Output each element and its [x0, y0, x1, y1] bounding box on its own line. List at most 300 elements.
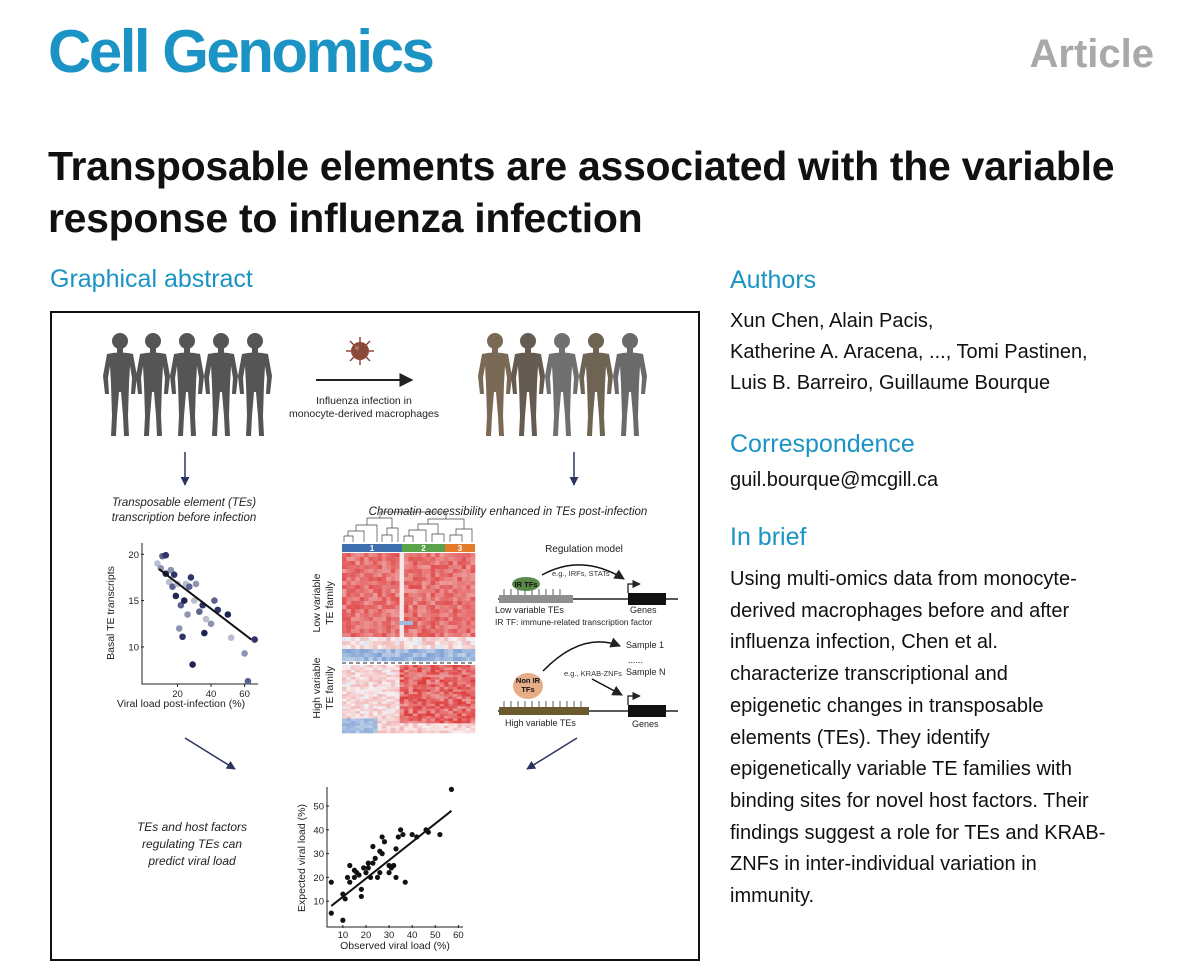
heatmap-cell: [355, 697, 360, 700]
heatmap-cell: [400, 667, 405, 670]
heatmap-cell: [382, 704, 387, 707]
heatmap-cell: [400, 621, 405, 625]
heatmap-cell: [342, 665, 347, 668]
heatmap-cell: [391, 718, 396, 721]
heatmap-cell: [440, 561, 445, 565]
heatmap-cell: [346, 597, 351, 601]
heatmap-cell: [346, 641, 351, 645]
graphical-abstract-canvas: [52, 313, 698, 959]
heatmap-cell: [391, 682, 396, 685]
heatmap-cell: [404, 653, 409, 657]
heatmap-cell: [360, 670, 365, 673]
people-before-infection: [103, 333, 272, 436]
heatmap-cell: [395, 585, 400, 589]
heatmap-cell: [444, 561, 449, 565]
heatmap-cell: [453, 675, 458, 678]
heatmap-cell: [400, 605, 405, 609]
heatmap-cell: [369, 704, 374, 707]
heatmap-cell: [457, 728, 462, 731]
heatmap-cell: [440, 680, 445, 683]
regulation-model-title: Regulation model: [545, 544, 623, 555]
x-tick-label: 60: [239, 689, 250, 700]
person-icon: [136, 333, 170, 436]
data-point: [373, 856, 378, 861]
heatmap-cell: [355, 553, 360, 557]
heatmap-cell: [435, 625, 440, 629]
heatmap-cell: [386, 589, 391, 593]
heatmap-cell: [342, 653, 347, 657]
heatmap-cell: [346, 723, 351, 726]
heatmap-cell: [417, 609, 422, 613]
heatmap-cell: [422, 633, 427, 637]
heatmap-cell: [457, 689, 462, 692]
heatmap-cell: [373, 706, 378, 709]
heatmap-cell: [466, 597, 471, 601]
heatmap-cell: [431, 689, 436, 692]
heatmap-cell: [395, 553, 400, 557]
heatmap-cell: [462, 569, 467, 573]
heatmap-cell: [422, 641, 427, 645]
heatmap-cell: [471, 723, 476, 726]
heatmap-cell: [342, 573, 347, 577]
x-tick-label: 60: [453, 930, 464, 941]
heatmap-cell: [457, 692, 462, 695]
heatmap-cell: [360, 585, 365, 589]
heatmap-cell: [395, 692, 400, 695]
heatmap-cell: [400, 617, 405, 621]
heatmap-cell: [395, 731, 400, 734]
heatmap-cell: [462, 573, 467, 577]
heatmap-cell: [440, 633, 445, 637]
heatmap-cell: [462, 687, 467, 690]
heatmap-cell: [426, 699, 431, 702]
data-point: [366, 865, 371, 870]
heatmap-cell: [386, 714, 391, 717]
heatmap-cell: [386, 601, 391, 605]
heatmap-cell: [417, 726, 422, 729]
heatmap-cell: [435, 601, 440, 605]
heatmap-cell: [426, 621, 431, 625]
heatmap-cell: [342, 697, 347, 700]
heatmap-cell: [391, 597, 396, 601]
heatmap-cell: [355, 726, 360, 729]
heatmap-cell: [395, 675, 400, 678]
heatmap-cell: [342, 726, 347, 729]
heatmap-cell: [360, 701, 365, 704]
heatmap-cell: [453, 716, 458, 719]
heatmap-cell: [413, 601, 418, 605]
heatmap-cell: [466, 557, 471, 561]
heatmap-cell: [382, 553, 387, 557]
heatmap-cell: [382, 689, 387, 692]
heatmap-cell: [471, 701, 476, 704]
heatmap-cell: [404, 675, 409, 678]
heatmap-cell: [346, 718, 351, 721]
heatmap-cell: [413, 557, 418, 561]
heatmap-cell: [453, 697, 458, 700]
heatmap-cell: [466, 581, 471, 585]
heatmap-cell: [471, 657, 476, 661]
heatmap-cell: [404, 726, 409, 729]
heatmap-cell: [346, 569, 351, 573]
heatmap-cell: [400, 645, 405, 649]
data-point: [184, 611, 191, 618]
in-brief-line: derived macrophages before and after: [730, 599, 1070, 622]
heatmap-cell: [444, 682, 449, 685]
heatmap-cell: [391, 680, 396, 683]
heatmap-cell: [444, 589, 449, 593]
heatmap-cell: [351, 557, 356, 561]
heatmap-cell: [453, 726, 458, 729]
heatmap-cell: [342, 709, 347, 712]
heatmap-cell: [355, 687, 360, 690]
heatmap-cell: [466, 565, 471, 569]
heatmap-cell: [413, 633, 418, 637]
heatmap-cell: [471, 557, 476, 561]
heatmap-cell: [462, 672, 467, 675]
heatmap-cell: [364, 629, 369, 633]
heatmap-cell: [440, 645, 445, 649]
heatmap-cell: [346, 694, 351, 697]
heatmap-cell: [400, 633, 405, 637]
heatmap-cell: [373, 704, 378, 707]
heatmap-cell: [373, 553, 378, 557]
heatmap-cell: [355, 573, 360, 577]
heatmap-cell: [457, 701, 462, 704]
heatmap-cell: [453, 689, 458, 692]
heatmap-cell: [404, 694, 409, 697]
heatmap-cell: [435, 621, 440, 625]
sample-1-label: Sample 1: [626, 640, 665, 650]
heatmap-cell: [453, 692, 458, 695]
heatmap-cell: [369, 677, 374, 680]
heatmap-cell: [346, 581, 351, 585]
heatmap-cell: [377, 569, 382, 573]
heatmap-cell: [395, 589, 400, 593]
heatmap-cell: [395, 665, 400, 668]
heatmap-cell: [471, 633, 476, 637]
heatmap-cell: [404, 711, 409, 714]
heatmap-cell: [409, 645, 414, 649]
heatmap-cell: [413, 617, 418, 621]
heatmap-cell: [404, 684, 409, 687]
heatmap-cell: [386, 694, 391, 697]
people-after-infection: [478, 333, 647, 436]
heatmap-cell: [346, 677, 351, 680]
heatmap-cell: [377, 593, 382, 597]
chart2-axes: [327, 787, 463, 927]
heatmap-cell: [435, 711, 440, 714]
heatmap-cell: [426, 645, 431, 649]
heatmap-cell: [373, 721, 378, 724]
heatmap-cell: [391, 701, 396, 704]
heatmap-cell: [409, 589, 414, 593]
heatmap-cell: [386, 605, 391, 609]
heatmap-cell: [444, 711, 449, 714]
heatmap-cell: [413, 645, 418, 649]
heatmap-cell: [409, 714, 414, 717]
heatmap-cell: [413, 670, 418, 673]
heatmap-cell: [400, 593, 405, 597]
heatmap-cell: [382, 680, 387, 683]
heatmap-cell: [404, 557, 409, 561]
heatmap-cell: [355, 665, 360, 668]
heatmap-cell: [377, 565, 382, 569]
heatmap-cell: [373, 726, 378, 729]
heatmap-cell: [409, 731, 414, 734]
heatmap-cell: [386, 613, 391, 617]
heatmap-cell: [440, 667, 445, 670]
heatmap-cell: [360, 553, 365, 557]
heatmap-cell: [440, 697, 445, 700]
heatmap-cell: [351, 682, 356, 685]
heatmap-cell: [431, 670, 436, 673]
heatmap-cell: [377, 589, 382, 593]
ir-tf-definition: IR TF: immune-related transcription factor: [495, 617, 653, 627]
heatmap-cell: [391, 637, 396, 641]
heatmap-cell: [413, 553, 418, 557]
heatmap-cell: [417, 621, 422, 625]
heatmap-cell: [435, 672, 440, 675]
in-brief-line: Using multi-omics data from monocyte-: [730, 568, 1077, 590]
heatmap-cell: [404, 709, 409, 712]
heatmap-cell: [431, 667, 436, 670]
heatmap-cell: [471, 565, 476, 569]
heatmap-cell: [431, 672, 436, 675]
heatmap-cell: [426, 723, 431, 726]
heatmap-cell: [364, 672, 369, 675]
heatmap-cell: [386, 667, 391, 670]
data-point: [171, 571, 178, 578]
heatmap-cell: [346, 605, 351, 609]
heatmap-cell: [431, 697, 436, 700]
heatmap-cell: [346, 577, 351, 581]
heatmap-cell: [346, 653, 351, 657]
heatmap-cell: [440, 593, 445, 597]
heatmap-cell: [466, 672, 471, 675]
heatmap-cell: [364, 589, 369, 593]
data-point: [366, 861, 371, 866]
heatmap-cell: [457, 613, 462, 617]
graphical-abstract-heading: Graphical abstract: [50, 265, 253, 293]
heatmap-cell: [364, 569, 369, 573]
heatmap-cell: [413, 593, 418, 597]
heatmap-cell: [377, 714, 382, 717]
cluster-label: 3: [457, 544, 463, 553]
heatmap-cell: [377, 625, 382, 629]
heatmap-cell: [435, 629, 440, 633]
heatmap-cell: [386, 649, 391, 653]
heatmap-cell: [355, 709, 360, 712]
heatmap-cell: [360, 569, 365, 573]
heatmap-cell: [444, 637, 449, 641]
heatmap-cell: [413, 657, 418, 661]
heatmap-cell: [369, 694, 374, 697]
heatmap-cell: [386, 709, 391, 712]
heatmap-cell: [360, 601, 365, 605]
non-ir-tf-label-1: Non IR: [515, 676, 541, 685]
heatmap-cell: [444, 649, 449, 653]
heatmap-cell: [395, 557, 400, 561]
heatmap-cell: [400, 637, 405, 641]
heatmap-cell: [409, 557, 414, 561]
heatmap-cell: [409, 692, 414, 695]
heatmap-cell: [377, 704, 382, 707]
heatmap-cell: [413, 704, 418, 707]
heatmap-cell: [369, 641, 374, 645]
heatmap-cell: [373, 672, 378, 675]
heatmap-cell: [462, 682, 467, 685]
heatmap-cell: [457, 637, 462, 641]
heatmap-cell: [351, 637, 356, 641]
heatmap-cell: [444, 577, 449, 581]
in-brief-line: findings suggest a role for TEs and KRAB-: [730, 821, 1106, 844]
heatmap-cell: [364, 704, 369, 707]
data-point: [241, 650, 248, 657]
heatmap-cell: [360, 692, 365, 695]
heatmap-cell: [377, 561, 382, 565]
heatmap-cell: [431, 605, 436, 609]
heatmap-cell: [462, 692, 467, 695]
heatmap-cell: [440, 581, 445, 585]
heatmap-cell: [400, 682, 405, 685]
heatmap-cell: [409, 629, 414, 633]
heatmap-cell: [400, 649, 405, 653]
heatmap-cell: [471, 637, 476, 641]
heatmap-cell: [409, 553, 414, 557]
heatmap-cell: [391, 684, 396, 687]
heatmap-cell: [346, 704, 351, 707]
in-brief-line: immunity.: [730, 885, 815, 908]
heatmap-cell: [391, 672, 396, 675]
heatmap-cell: [444, 723, 449, 726]
heatmap-cell: [453, 565, 458, 569]
heatmap-cell: [342, 577, 347, 581]
heatmap-cell: [342, 731, 347, 734]
heatmap-cell: [426, 597, 431, 601]
heatmap-cell: [360, 718, 365, 721]
heatmap-cell: [471, 617, 476, 621]
heatmap-cell: [431, 706, 436, 709]
heatmap-cell: [453, 728, 458, 731]
heatmap-cell: [471, 675, 476, 678]
heatmap-cell: [453, 667, 458, 670]
heatmap-cell: [351, 714, 356, 717]
heatmap-cell: [444, 687, 449, 690]
heatmap-cell: [395, 706, 400, 709]
heatmap-cell: [351, 641, 356, 645]
heatmap-cell: [404, 665, 409, 668]
heatmap-cell: [462, 670, 467, 673]
heatmap-cell: [395, 629, 400, 633]
heatmap-cell: [355, 561, 360, 565]
heatmap-cell: [351, 593, 356, 597]
chart1-y-label: Basal TE transcripts: [105, 566, 117, 660]
heatmap-cell: [431, 716, 436, 719]
heatmap-cell: [342, 561, 347, 565]
heatmap-cell: [351, 672, 356, 675]
heatmap-cell: [342, 565, 347, 569]
heatmap-cell: [448, 689, 453, 692]
heatmap-cell: [444, 665, 449, 668]
heatmap-cell: [471, 561, 476, 565]
heatmap-cell: [444, 684, 449, 687]
heatmap-cell: [360, 581, 365, 585]
heatmap-cell: [369, 609, 374, 613]
heatmap-cell: [462, 577, 467, 581]
heatmap-cell: [462, 653, 467, 657]
heatmap-cell: [386, 721, 391, 724]
heatmap-cell: [435, 573, 440, 577]
correspondence-email[interactable]: guil.bourque@mcgill.ca: [730, 469, 939, 491]
heatmap-cell: [404, 706, 409, 709]
heatmap-cell: [409, 718, 414, 721]
heatmap-cell: [400, 657, 405, 661]
heatmap-cell: [360, 689, 365, 692]
heatmap-cell: [355, 597, 360, 601]
heatmap-cell: [364, 649, 369, 653]
heatmap-cell: [391, 601, 396, 605]
heatmap-cell: [382, 697, 387, 700]
heatmap-cell: [417, 569, 422, 573]
heatmap-cell: [404, 728, 409, 731]
heatmap-cell: [426, 601, 431, 605]
heatmap-cell: [426, 731, 431, 734]
heatmap-cell: [413, 649, 418, 653]
heatmap-cell: [453, 657, 458, 661]
heatmap-cell: [462, 721, 467, 724]
heatmap-cell: [444, 709, 449, 712]
in-brief-text: [730, 564, 1170, 913]
heatmap-cell: [426, 684, 431, 687]
heatmap-cell: [444, 609, 449, 613]
heatmap-cell: [471, 684, 476, 687]
heatmap-cell: [417, 677, 422, 680]
person-icon: [238, 333, 272, 436]
heatmap-cell: [351, 677, 356, 680]
heatmap-cell: [377, 718, 382, 721]
heatmap-cell: [457, 680, 462, 683]
heatmap-cell: [457, 569, 462, 573]
heatmap-cell: [448, 573, 453, 577]
heatmap-cell: [413, 597, 418, 601]
eg-irfs-label: e.g., IRFs, STATs: [552, 569, 610, 578]
infection-label-2: monocyte-derived macrophages: [289, 408, 439, 420]
heatmap-cell: [395, 657, 400, 661]
heatmap-cell: [466, 726, 471, 729]
heatmap-cell: [369, 625, 374, 629]
heatmap-cell: [386, 569, 391, 573]
heatmap-cell: [386, 625, 391, 629]
heatmap-cell: [373, 699, 378, 702]
heatmap-cell: [409, 687, 414, 690]
heatmap-cell: [382, 569, 387, 573]
heatmap-cell: [431, 665, 436, 668]
heatmap-cell: [440, 682, 445, 685]
heatmap-cell: [435, 645, 440, 649]
heatmap-cell: [413, 706, 418, 709]
heatmap-cell: [444, 675, 449, 678]
heatmap-cell: [382, 675, 387, 678]
heatmap-cell: [413, 561, 418, 565]
heatmap-cell: [355, 629, 360, 633]
data-point: [393, 846, 398, 851]
heatmap-cell: [431, 701, 436, 704]
heatmap-cell: [342, 649, 347, 653]
heatmap-cell: [440, 565, 445, 569]
heatmap-cell: [382, 726, 387, 729]
heatmap-cell: [346, 645, 351, 649]
